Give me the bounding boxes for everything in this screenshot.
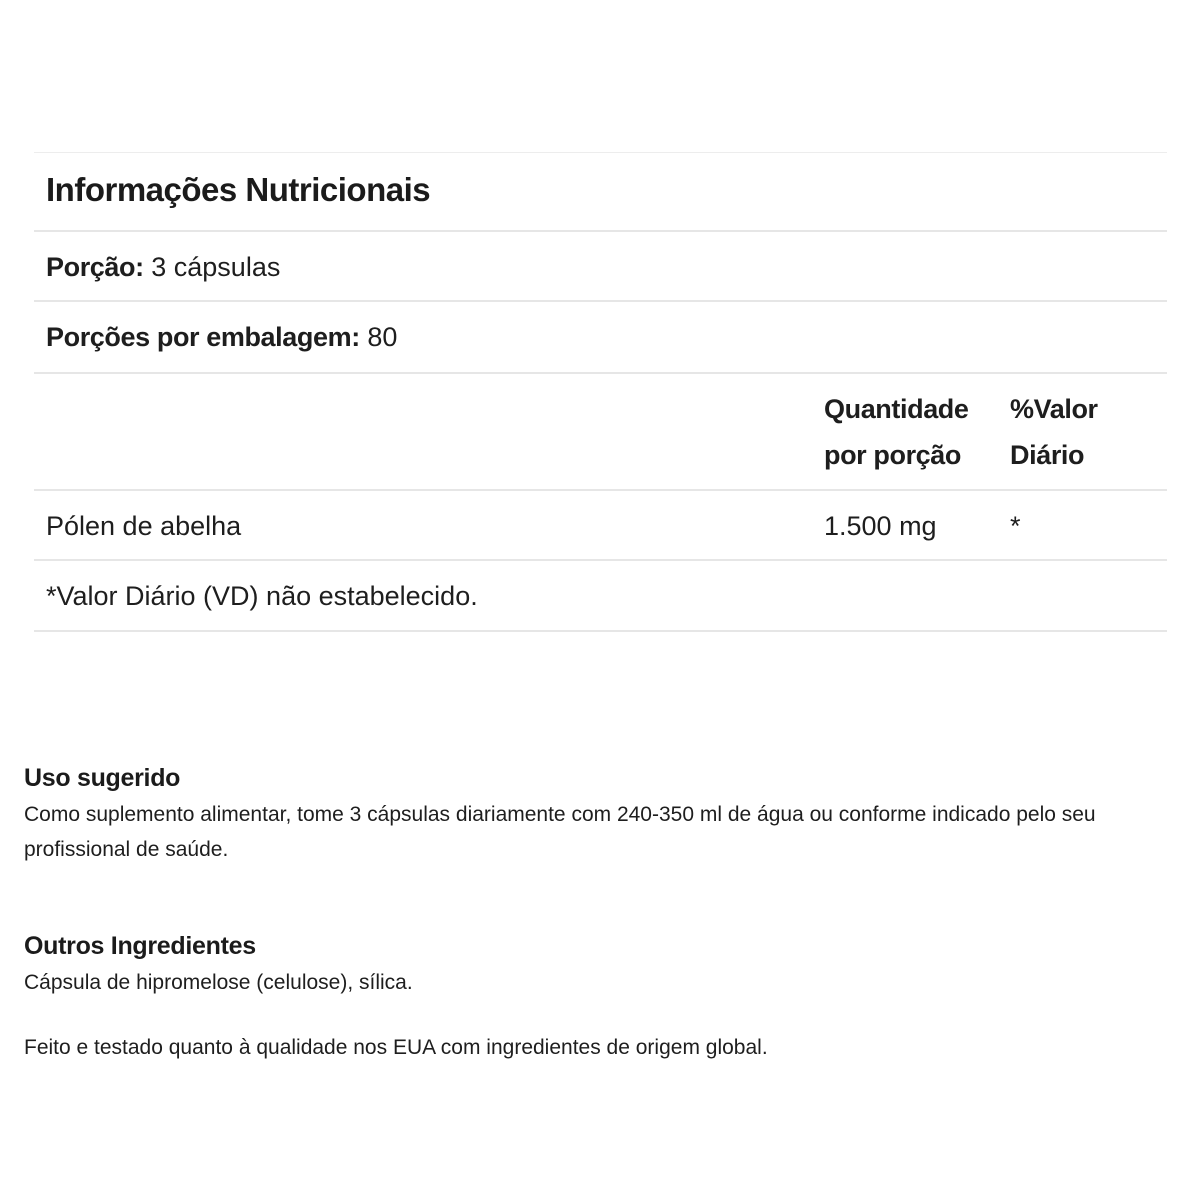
serving-size-label: Porção: — [46, 252, 144, 282]
amount-header-line2: por porção — [824, 440, 962, 470]
nutrient-row — [34, 491, 1167, 561]
other-ingredients-heading: Outros Ingredientes — [24, 932, 256, 960]
other-ingredients-text: Cápsula de hipromelose (celulose), sílica. — [24, 971, 413, 994]
made-in-statement: Feito e testado quanto à qualidade nos EUA com ingredientes de origem global. — [24, 1036, 768, 1059]
footnote-row — [34, 561, 1167, 632]
serving-size-row — [34, 232, 1167, 302]
nutrient-daily-value: * — [1010, 511, 1021, 541]
serving-size — [46, 252, 280, 283]
other-ingredients-section — [24, 932, 1174, 1000]
amount-header-line1: Quantidade — [824, 394, 969, 424]
servings-per-container-label: Porções por embalagem: — [46, 322, 360, 352]
servings-per-container — [46, 322, 397, 353]
servings-per-container-row — [34, 302, 1167, 374]
nutrient-amount: 1.500 mg — [824, 511, 937, 541]
suggested-use-text: Como suplemento alimentar, tome 3 cápsulas diariamente com 240-350 ml de água ou conforme indicado pelo seu profissional de saúde. — [24, 803, 1096, 861]
serving-size-value: 3 cápsulas — [151, 252, 281, 282]
daily-value-footnote: *Valor Diário (VD) não estabelecido. — [46, 581, 478, 611]
dv-header-line1: %Valor — [1010, 394, 1098, 424]
daily-value-header — [1010, 386, 1098, 478]
amount-per-serving-header — [824, 386, 969, 478]
dv-header-line2: Diário — [1010, 440, 1085, 470]
suggested-use-section — [24, 764, 1174, 867]
column-header-row — [34, 374, 1167, 491]
facts-title-row — [34, 153, 1167, 232]
servings-per-container-value: 80 — [367, 322, 398, 352]
nutrient-name: Pólen de abelha — [46, 511, 242, 541]
facts-title: Informações Nutricionais — [46, 171, 431, 208]
nutrition-facts-table — [34, 152, 1167, 632]
suggested-use-heading: Uso sugerido — [24, 764, 181, 792]
